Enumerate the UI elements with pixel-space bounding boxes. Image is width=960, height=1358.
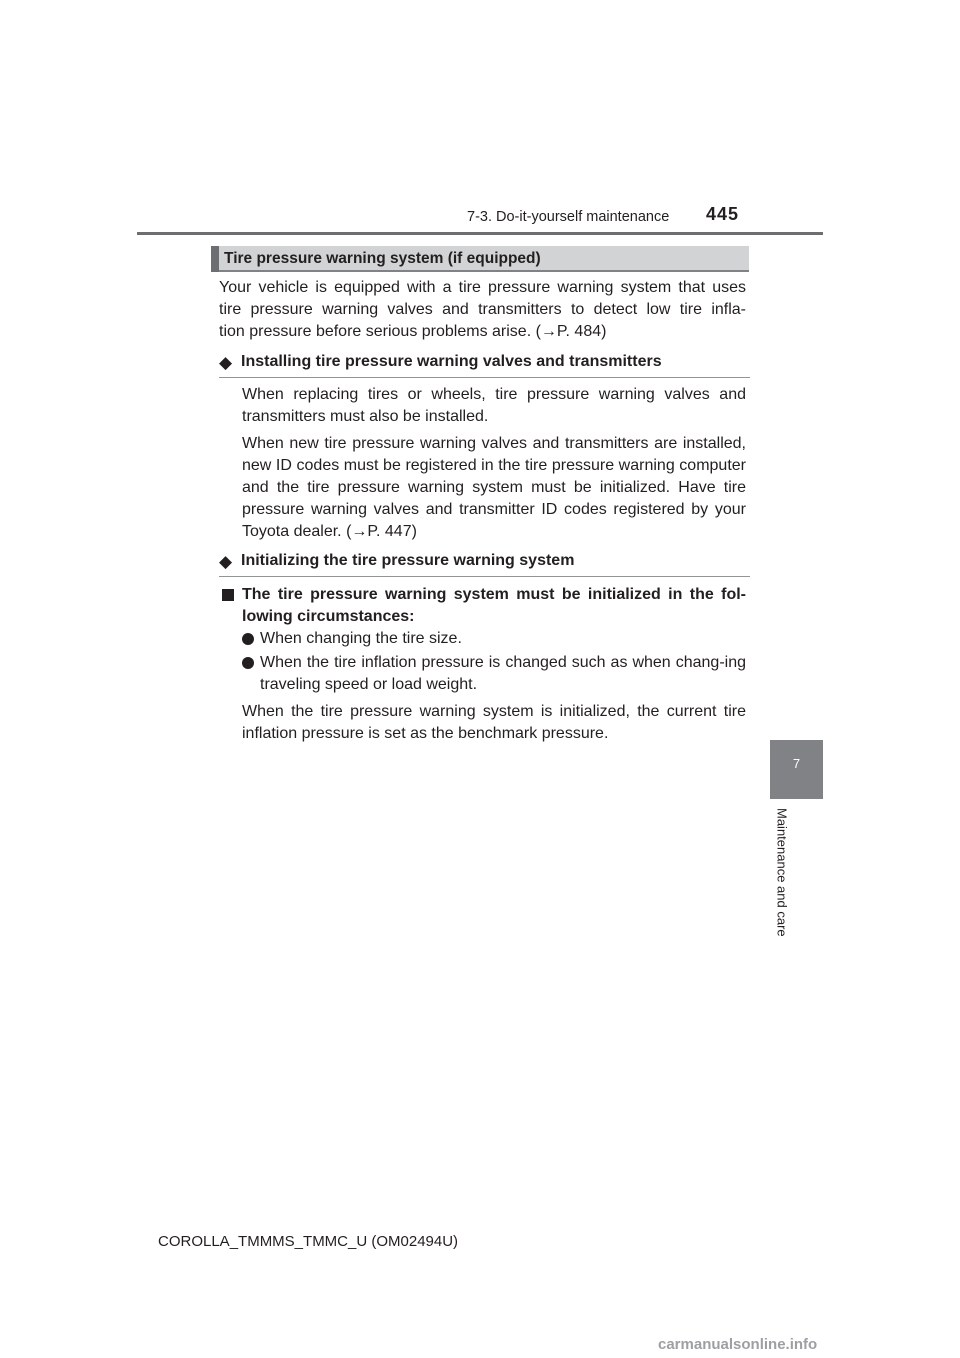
installing-paragraph-2: When new tire pressure warning valves and transmitters are installed, new ID codes must be registered in the tire pressure warning computer and the tire pressure warning system must be initialized. Have tire pressure warning valves and transmitter ID codes registered by your Toyota dealer. (→P. 447) <box>242 435 746 540</box>
bullet-dot-icon <box>242 657 254 669</box>
list-item-text: When changing the tire size. <box>260 630 462 647</box>
section-heading-bar <box>211 246 219 272</box>
subsection-title-initializing: Initializing the tire pressure warning system <box>241 552 575 569</box>
header-section-title: 7-3. Do-it-yourself maintenance <box>467 209 670 225</box>
intro-line-1: Your vehicle is equipped with a tire pressure warning system that uses <box>219 279 746 296</box>
page-number: 445 <box>706 204 740 224</box>
list-item-text: When the tire inflation pressure is changed such as when chang-ing traveling speed or load weight. <box>260 654 746 693</box>
diamond-icon: ◆ <box>219 353 233 372</box>
diamond-icon: ◆ <box>219 552 233 571</box>
chapter-tab[interactable] <box>770 740 823 799</box>
intro-paragraph <box>219 277 746 343</box>
chapter-title-text: Maintenance and care <box>774 808 790 937</box>
installing-paragraph-1: When replacing tires or wheels, tire pressure warning valves and transmitters must also be installed. <box>242 386 746 425</box>
section-heading <box>211 246 749 272</box>
watermark[interactable]: carmanualsonline.info <box>658 1336 818 1353</box>
section-title: Tire pressure warning system (if equipped) <box>224 250 541 267</box>
intro-line-3: tion pressure before serious problems arise. (→P. 484) <box>219 323 607 340</box>
chapter-title <box>769 808 795 956</box>
subsection-title-installing: Installing tire pressure warning valves and transmitters <box>241 353 662 370</box>
chapter-number: 7 <box>792 756 801 771</box>
footer-code: COROLLA_TMMMS_TMMC_U (OM02494U) <box>158 1233 459 1250</box>
subsection-heading-initializing <box>219 551 750 577</box>
subsection-heading-installing <box>219 352 750 378</box>
square-bullet-icon <box>222 589 234 601</box>
intro-line-2: tire pressure warning valves and transmitters to detect low tire infla- <box>219 301 746 318</box>
initializing-paragraph: When the tire pressure warning system is initialized, the current tire inflation pressure is set as the benchmark pressure. <box>242 703 746 742</box>
header-rule <box>137 232 823 235</box>
bullet-dot-icon <box>242 633 254 645</box>
circumstances-heading-text: The tire pressure warning system must be initialized in the fol-lowing circumstances: <box>242 586 746 625</box>
